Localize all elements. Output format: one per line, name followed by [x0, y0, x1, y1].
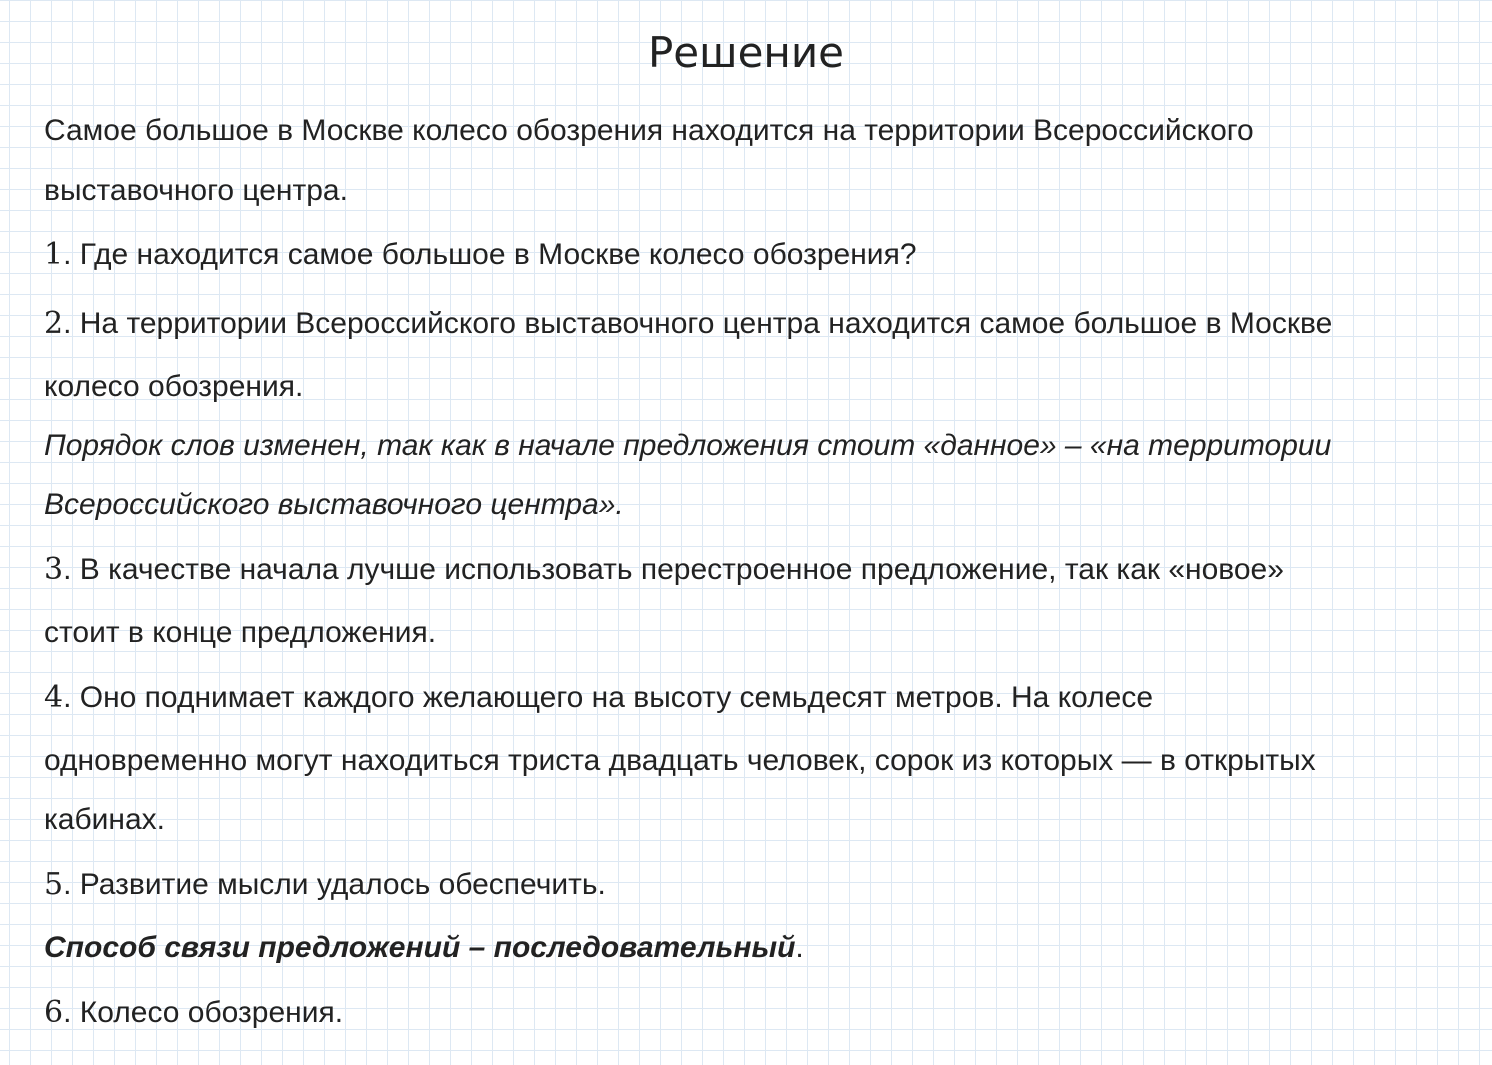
item-number: 3 — [44, 552, 64, 587]
word-order-note-line-1: Порядок слов изменен, так как в начале предложения стоит «данное» – «на территории — [44, 429, 1332, 462]
list-item-3-continuation: стоит в конце предложения. — [44, 616, 437, 649]
item-text: . Развитие мысли удалось обеспечить. — [63, 868, 606, 901]
list-item-2-continuation: колесо обозрения. — [44, 370, 304, 403]
link-method-note — [44, 928, 804, 968]
item-number: 4 — [44, 680, 64, 715]
item-text: . На территории Всероссийского выставочного центра находится самое большое в Москве — [63, 307, 1333, 340]
list-item-4-continuation: кабинах. — [44, 803, 165, 836]
item-text: . Оно поднимает каждого желающего на высоту семьдесят метров. На колесе — [63, 681, 1154, 714]
intro-line-2: выставочного центра. — [44, 174, 348, 207]
item-number: 1 — [44, 237, 64, 272]
list-item-6 — [44, 993, 343, 1033]
link-method-tail: . — [795, 931, 804, 964]
item-number: 5 — [44, 867, 64, 902]
item-text: . Колесо обозрения. — [63, 996, 344, 1029]
word-order-note-text: Всероссийского выставочного центра». — [44, 488, 624, 521]
item-number: 2 — [44, 306, 64, 341]
list-item-5 — [44, 865, 606, 905]
list-item-4 — [44, 678, 1153, 718]
link-method-text: Способ связи предложений – последовательный — [44, 931, 796, 964]
list-item-4-continuation: одновременно могут находиться триста двадцать человек, сорок из которых — в открытых — [44, 744, 1316, 777]
list-item-1 — [44, 235, 917, 275]
item-text: . В качестве начала лучше использовать перестроенное предложение, так как «новое» — [63, 553, 1284, 586]
list-item-2 — [44, 304, 1332, 344]
word-order-note-line-2 — [44, 485, 624, 525]
list-item-3 — [44, 550, 1284, 590]
item-text: . Где находится самое большое в Москве колесо обозрения? — [63, 238, 917, 271]
intro-line-1: Самое большое в Москве колесо обозрения находится на территории Всероссийского — [44, 114, 1254, 147]
item-number: 6 — [44, 995, 64, 1030]
page-title: Решение — [647, 28, 845, 77]
